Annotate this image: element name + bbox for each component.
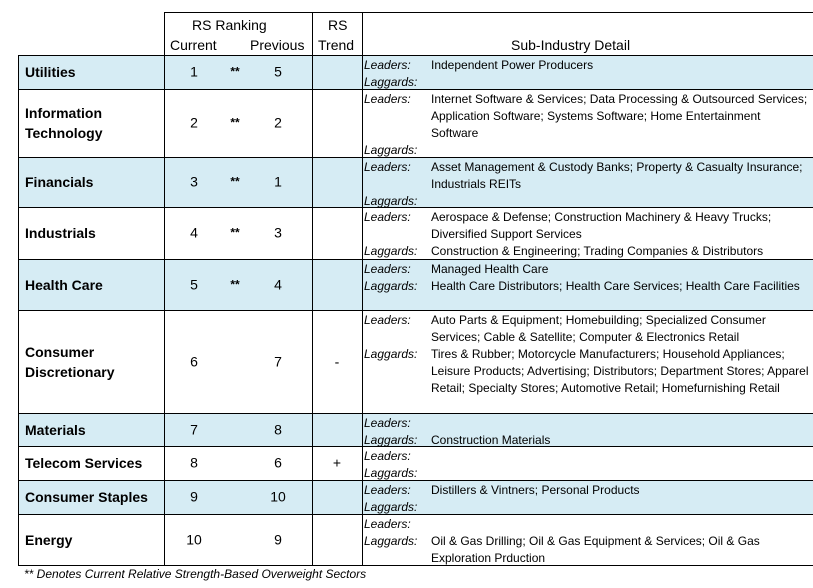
grid-line	[18, 446, 813, 447]
laggards-detail: Tires & Rubber; Motorcycle Manufacturers; Household Appliances; Leisure Products; Advertising; Distributors; Department Stores; Apparel Retail; Specialty Stores; Automotive Retail; Homefurnishing Retail	[431, 347, 809, 395]
grid-line	[18, 157, 813, 158]
table-row	[18, 157, 813, 207]
table-row	[18, 480, 813, 514]
current-rank: 4	[190, 224, 198, 241]
current-rank: 10	[186, 531, 202, 547]
leaders-detail: Aerospace & Defense; Construction Machinery & Heavy Trucks; Diversified Support Services	[431, 210, 772, 241]
previous-rank: 1	[274, 173, 282, 190]
sector-name: Utilities	[25, 64, 76, 80]
table-row	[18, 259, 813, 310]
laggards-label: Laggards:	[364, 244, 418, 258]
laggards-label: Laggards:	[364, 194, 418, 208]
previous-rank: 9	[274, 531, 282, 547]
laggards-label: Laggards:	[364, 534, 418, 548]
current-rank: 5	[190, 276, 198, 292]
leaders-detail: Managed Health Care	[431, 262, 549, 276]
laggards-label: Laggards:	[364, 347, 418, 361]
rs-trend: -	[334, 353, 340, 369]
overweight-marker: **	[230, 174, 240, 189]
grid-line	[18, 55, 813, 56]
previous-rank: 7	[274, 353, 282, 369]
laggards-label: Laggards:	[364, 500, 418, 514]
laggards-detail: Construction Materials	[431, 433, 551, 447]
rs-header: RS	[328, 17, 348, 33]
grid-line	[18, 310, 813, 311]
sector-name: Consumer Discretionary	[25, 343, 115, 380]
table-row	[18, 207, 813, 259]
table-row	[18, 310, 813, 413]
table-row	[18, 413, 813, 446]
table-row	[18, 446, 813, 480]
laggards-label: Laggards:	[364, 466, 418, 480]
leaders-label: Leaders:	[364, 262, 411, 276]
footnote: ** Denotes Current Relative Strength-Based Overweight Sectors	[24, 567, 367, 581]
table-row	[18, 89, 813, 157]
sector-name: Industrials	[25, 225, 96, 241]
grid-line	[312, 12, 313, 565]
laggards-label: Laggards:	[364, 279, 418, 293]
leaders-label: Leaders:	[364, 313, 411, 327]
grid-line	[164, 12, 165, 565]
table-row	[18, 514, 813, 565]
leaders-label: Leaders:	[364, 210, 411, 224]
previous-rank: 5	[274, 63, 282, 80]
current-rank: 6	[190, 353, 198, 369]
sector-name: Materials	[25, 421, 86, 438]
laggards-detail: Oil & Gas Drilling; Oil & Gas Equipment & Services; Oil & Gas Exploration Prduction	[431, 534, 760, 565]
rs-ranking-header: RS Ranking	[192, 17, 267, 33]
overweight-marker: **	[230, 277, 240, 291]
overweight-marker: **	[230, 115, 240, 130]
previous-header: Previous	[250, 37, 305, 53]
grid-line	[18, 413, 813, 414]
table-row	[18, 55, 813, 89]
current-rank: 2	[190, 114, 198, 131]
rs-trend: +	[332, 454, 342, 471]
leaders-label: Leaders:	[364, 517, 411, 531]
laggards-label: Laggards:	[364, 433, 418, 447]
leaders-detail: Asset Management & Custody Banks; Property & Casualty Insurance; Industrials REITs	[431, 160, 803, 191]
leaders-label: Leaders:	[364, 92, 411, 106]
leaders-detail: Auto Parts & Equipment; Homebuilding; Specialized Consumer Services; Cable & Satellite; Computer & Electronics Retail	[431, 313, 766, 344]
grid-line	[18, 514, 813, 515]
grid-line	[362, 12, 363, 565]
leaders-label: Leaders:	[364, 483, 411, 497]
current-rank: 9	[190, 488, 198, 505]
leaders-label: Leaders:	[364, 416, 411, 430]
laggards-detail: Health Care Distributors; Health Care Services; Health Care Facilities	[431, 279, 800, 293]
grid-line	[18, 565, 813, 566]
grid-line	[18, 207, 813, 208]
overweight-marker: **	[230, 225, 240, 240]
trend-header: Trend	[318, 37, 355, 53]
previous-rank: 6	[274, 454, 282, 471]
current-rank: 8	[190, 454, 198, 471]
previous-rank: 8	[274, 421, 282, 437]
leaders-label: Leaders:	[364, 58, 411, 72]
grid-line	[18, 480, 813, 481]
leaders-label: Leaders:	[364, 160, 411, 174]
previous-rank: 10	[270, 488, 286, 505]
previous-rank: 3	[274, 224, 282, 241]
previous-rank: 4	[274, 276, 282, 292]
current-rank: 3	[190, 173, 198, 190]
laggards-label: Laggards:	[364, 75, 418, 89]
sector-name: Financials	[25, 174, 94, 190]
current-header: Current	[170, 37, 217, 53]
sector-name: Health Care	[25, 276, 103, 293]
current-rank: 1	[190, 63, 198, 80]
current-rank: 7	[190, 421, 198, 437]
grid-line	[18, 259, 813, 260]
grid-line	[18, 89, 813, 90]
sector-name: Information Technology	[25, 105, 103, 141]
leaders-detail: Independent Power Producers	[431, 58, 594, 72]
sector-name: Consumer Staples	[25, 489, 148, 505]
leaders-detail: Internet Software & Services; Data Processing & Outsourced Services; Application Software; Systems Software; Home Entertainment Software	[431, 92, 808, 140]
overweight-marker: **	[230, 64, 240, 79]
grid-line	[164, 12, 813, 13]
laggards-label: Laggards:	[364, 143, 418, 157]
sub-industry-header: Sub-Industry Detail	[511, 37, 631, 53]
sector-name: Telecom Services	[25, 455, 143, 471]
previous-rank: 2	[274, 114, 282, 131]
sector-name: Energy	[25, 531, 73, 548]
leaders-detail: Distillers & Vintners; Personal Products	[431, 483, 640, 497]
laggards-detail: Construction & Engineering; Trading Companies & Distributors	[431, 244, 764, 258]
leaders-label: Leaders:	[364, 449, 411, 463]
